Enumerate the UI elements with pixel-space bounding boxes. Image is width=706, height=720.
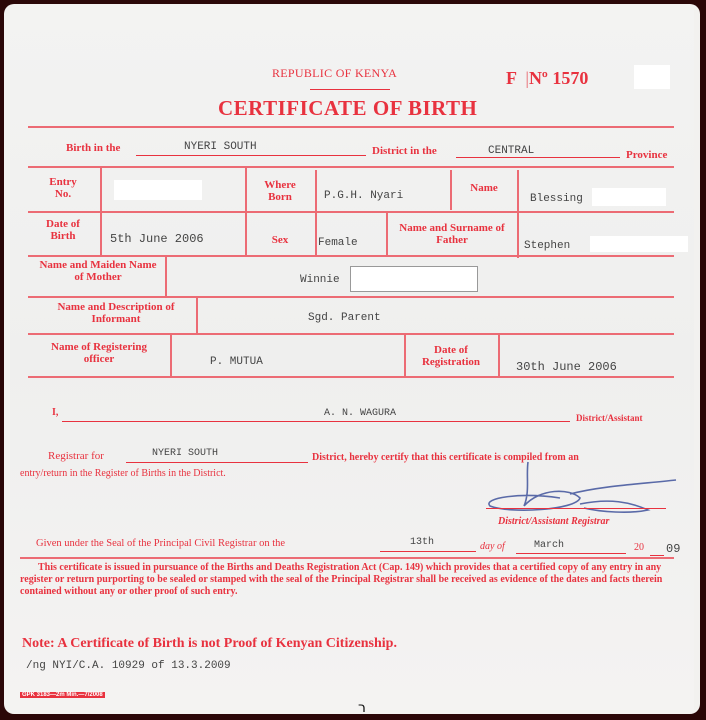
province-underline	[456, 157, 620, 158]
header-divider	[310, 89, 390, 90]
seal-rule	[20, 557, 674, 559]
province-label: Province	[626, 149, 668, 161]
col-line-6	[386, 212, 388, 255]
i-label: I,	[52, 407, 59, 418]
entry-no-value	[114, 180, 202, 200]
child-surname-redaction	[592, 188, 666, 206]
serial-no-label: Nº	[528, 68, 548, 88]
signature-icon	[480, 458, 680, 518]
where-born-value: P.G.H. Nyari	[324, 190, 404, 202]
registrar-for-label: Registrar for	[48, 450, 104, 462]
child-name-value: Blessing	[530, 193, 583, 205]
mother-value: Winnie	[300, 274, 340, 286]
mother-label: Name and Maiden Name of Mother	[39, 259, 157, 283]
month-underline	[516, 553, 626, 554]
where-born-label: Where Born	[264, 179, 296, 203]
col-line-3	[315, 170, 317, 255]
sex-label: Sex	[271, 234, 289, 246]
dob-label: Date of Birth	[46, 218, 80, 242]
registrar-for-underline	[126, 462, 308, 463]
registrar-for-value: NYERI SOUTH	[152, 448, 219, 459]
citizenship-note: Note: A Certificate of Birth is not Proof of Kenyan Citizenship.	[22, 636, 397, 651]
name-label: Name	[470, 182, 498, 194]
table-rule-6	[28, 376, 674, 378]
certificate-title: CERTIFICATE OF BIRTH	[218, 96, 478, 120]
table-rule-2	[28, 211, 674, 213]
document-frame	[4, 4, 700, 714]
col-line-7	[165, 256, 167, 296]
province-value: CENTRAL	[488, 145, 535, 157]
day-underline	[380, 551, 476, 552]
entry-no-label: Entry No.	[49, 176, 77, 200]
table-rule-4	[28, 296, 674, 298]
top-rule	[28, 126, 674, 128]
col-line-5	[517, 170, 519, 258]
day-of-label: day of	[480, 541, 505, 552]
reference-number: /ng NYI/C.A. 10929 of 13.3.2009	[26, 660, 231, 672]
year-value: 09	[666, 542, 681, 556]
district-value: NYERI SOUTH	[184, 141, 257, 153]
reg-date-value: 30th June 2006	[516, 360, 617, 374]
given-under-seal-label: Given under the Seal of the Principal Civil Registrar on the	[36, 538, 286, 549]
month-value: March	[534, 540, 565, 551]
table-rule-1	[28, 166, 674, 168]
corner-mark: ר	[358, 700, 366, 714]
officer-label: Name of Registering officer	[51, 341, 147, 365]
registrar-name: A. N. WAGURA	[324, 408, 397, 419]
printer-code: GPK 3183—2m Min.—7/2008	[22, 692, 103, 698]
signature-line	[486, 508, 666, 509]
reg-date-label: Date of Registration	[421, 344, 481, 368]
dob-value: 5th June 2006	[110, 232, 204, 246]
col-line-1	[100, 167, 102, 255]
col-line-9	[170, 334, 172, 376]
col-line-4	[450, 170, 452, 210]
col-line-8	[196, 297, 198, 333]
father-surname-redaction	[590, 236, 688, 252]
republic-heading: REPUBLIC OF KENYA	[272, 66, 398, 80]
certify-text-2: entry/return in the Register of Births in the District.	[20, 468, 226, 479]
serial-number: F |Nº 1570	[506, 68, 589, 88]
certify-text: District, hereby certify that this certificate is compiled from an	[312, 452, 579, 463]
serial-value: 1570	[552, 68, 589, 88]
mother-surname-redaction	[350, 266, 478, 292]
sex-value: Female	[318, 237, 358, 249]
informant-value: Sgd. Parent	[308, 312, 381, 324]
birth-certificate	[10, 10, 694, 714]
registrar-title: District/Assistant	[576, 413, 643, 423]
serial-prefix: F	[506, 68, 517, 88]
legal-text: This certificate is issued in pursuance of the Births and Deaths Registration Act (Cap. 149) which provides that a certified copy of any entry in any register or return purporting to be sealed or stamped with the seal of the Principal Registrar shall be received as evidence of the dates and facts therein contained without any or other proof of such entry.	[20, 562, 663, 597]
serial-redaction	[634, 65, 670, 89]
registrar-underline	[62, 421, 570, 422]
officer-value: P. MUTUA	[210, 356, 263, 368]
table-rule-3	[28, 255, 674, 257]
birth-in-label: Birth in the	[66, 142, 121, 154]
year-underline	[650, 555, 664, 556]
year-prefix: 20	[634, 542, 644, 553]
col-line-11	[498, 334, 500, 376]
col-line-2	[245, 167, 247, 255]
father-value: Stephen	[524, 240, 571, 252]
table-rule-5	[28, 333, 674, 335]
day-value: 13th	[410, 537, 435, 548]
district-underline	[136, 155, 366, 156]
informant-label: Name and Description of Informant	[57, 301, 175, 325]
father-label: Name and Surname of Father	[399, 222, 505, 246]
col-line-10	[404, 334, 406, 376]
signature-caption: District/Assistant Registrar	[498, 516, 610, 527]
district-in-label: District in the	[372, 145, 437, 157]
